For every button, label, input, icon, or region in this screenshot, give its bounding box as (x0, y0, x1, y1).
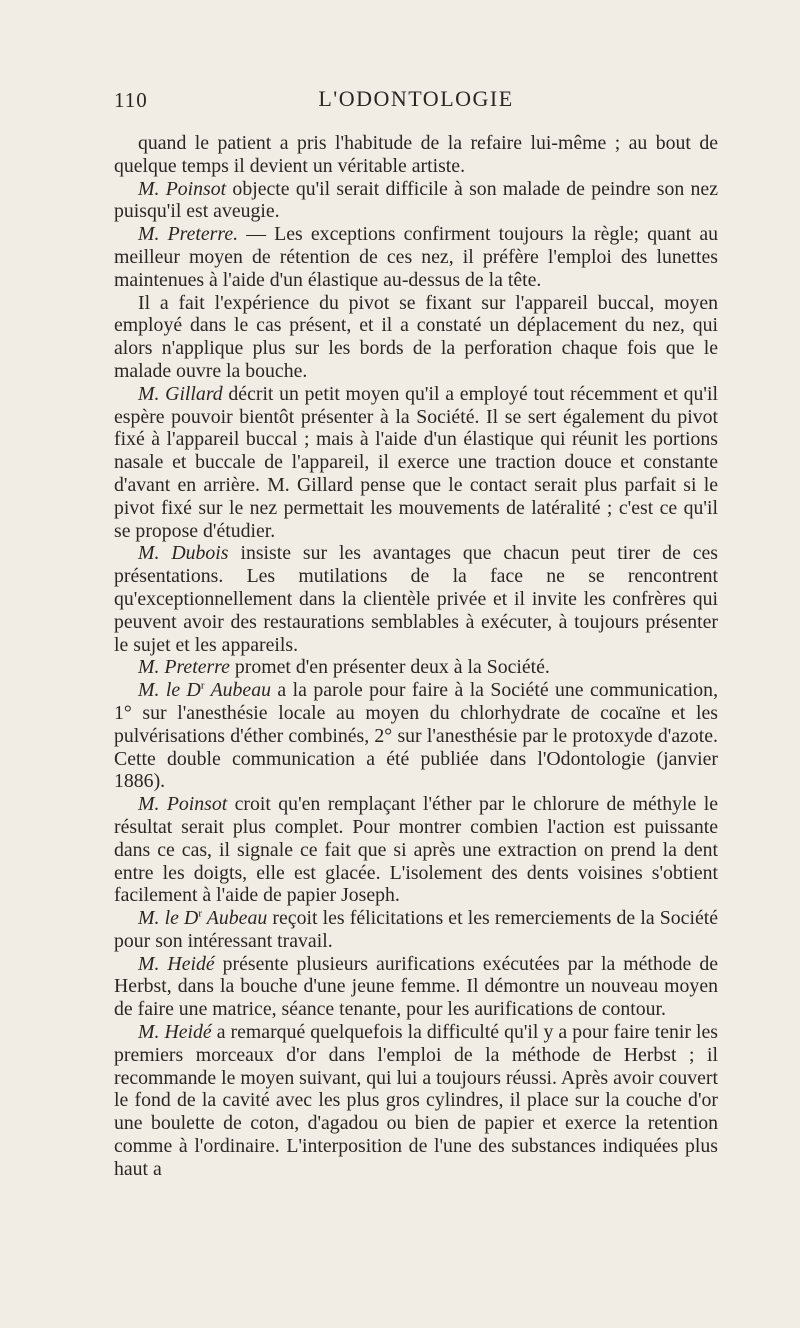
paragraph-text: présente plusieurs aurifications exécutées par la méthode de Herbst, dans la bouche d'une jeune femme. Il démontre un nouveau moyen de faire une matrice, séance tenante, pour les aurifications de contour. (114, 952, 718, 1021)
speaker: M. Poinsot (138, 177, 227, 200)
paragraph-text: — Les exceptions confirment toujours la règle; quant au meilleur moyen de rétention de ces nez, il préfère l'emploi des lunettes maintenues à l'aide d'un élastique au-dessus de la tête. (114, 223, 718, 291)
paragraph-text: reçoit les félicitations et les remerciements de la Société pour son intéressant travail. (114, 907, 719, 952)
paragraph-text: décrit un petit moyen qu'il a employé tout récemment et qu'il espère pouvoir bientôt présenter à la Société. Il se sert également du pivot fixé à l'appareil buccal ; mais à l'aide d'un élastique qui réunit les portions nasale et buccale de l'appareil, il exerce une traction douce et constante d'avant en arrière. M. Gillard pense que le contact serait plus parfait si le pivot fixé sur le nez permettait les mouvements de latéralité ; c'est ce qu'il se propose d'étudier. (114, 382, 718, 542)
speaker: M. Preterre (138, 656, 230, 679)
speaker: M. Heidé (138, 1021, 212, 1044)
paragraph (114, 132, 718, 178)
paragraph (114, 178, 718, 224)
running-head: L'ODONTOLOGIE (318, 86, 514, 111)
paragraph (114, 907, 718, 953)
speaker: M. Gillard (138, 382, 223, 405)
paragraph (114, 542, 718, 656)
paragraph (114, 656, 718, 679)
paragraph-text: promet d'en présenter deux à la Société. (229, 656, 550, 679)
paragraph (114, 953, 718, 1021)
paragraph-text: croit qu'en remplaçant l'éther par le chlorure de méthyle le résultat serait plus complet. Pour montrer combien l'action est puissante dans ce cas, il signale ce fait que si après une extraction on prend la dent entre les doigts, elle est glacée. L'isolement des dents voisines s'obtient facilement à l'aide de papier Joseph. (114, 793, 718, 907)
paragraph (114, 292, 718, 383)
paragraph-text: a la parole pour faire à la Société une communication, 1° sur l'anesthésie locale au moyen du chlorhydrate de cocaïne et les pulvérisations d'éther combinés, 2° sur l'anesthésie par le protoxyde d'azote. Cette double communication a été publiée dans l'Odontologie (janvier 1886). (114, 679, 719, 793)
speaker: M. Preterre. (138, 223, 239, 246)
paragraph-text: quand le patient a pris l'habitude de la refaire lui-même ; au bout de quelque temps il devient un véritable artiste. (114, 132, 718, 177)
page-number: 110 (114, 88, 148, 112)
paragraph (114, 793, 718, 907)
superscript: r (198, 907, 202, 920)
speaker-name: Aubeau (202, 907, 268, 930)
paragraph (114, 1021, 718, 1181)
paragraph (114, 679, 718, 793)
speaker: M. le D (138, 679, 201, 702)
paragraph-text: objecte qu'il serait difficile à son malade de peindre son nez puisqu'il est aveugie. (114, 177, 718, 223)
speaker: M. le D (138, 907, 199, 930)
paragraph-text: insiste sur les avantages que chacun peut tirer de ces présentations. Les mutilations de la face ne se rencontrent qu'exceptionnellement dans la clientèle privée et il invite les confrères qui peuvent avoir des restaurations semblables à exécuter, à toujours présenter le sujet et les appareils. (114, 542, 718, 656)
superscript: r (200, 679, 205, 692)
paragraph-text: a remarqué quelquefois la difficulté qu'il y a pour faire tenir les premiers morceaux d'or dans l'emploi de la méthode de Herbst ; il recommande le moyen suivant, qui lui a toujours réussi. Après avoir couvert le fond de la cavité avec les plus gros cylindres, il place sur la couche d'or une boulette de coton, d'agadou ou bien de papier et exerce la retention comme à l'ordinaire. L'interposition de l'une des substances indiquées plus haut a (114, 1021, 719, 1180)
paragraph-text: Il a fait l'expérience du pivot se fixant sur l'appareil buccal, moyen employé dans le cas présent, et il a constaté un déplacement du nez, qui alors n'applique plus sur les bords de la perforation chaque fois que le malade ouvre la bouche. (114, 291, 718, 382)
paragraph (114, 223, 718, 291)
speaker: M. Dubois (138, 542, 229, 565)
body-text (114, 132, 718, 1181)
speaker-name: Aubeau (204, 679, 271, 702)
page-header (114, 86, 718, 116)
paragraph (114, 383, 718, 543)
speaker: M. Poinsot (138, 793, 228, 816)
speaker: M. Heidé (138, 952, 215, 975)
